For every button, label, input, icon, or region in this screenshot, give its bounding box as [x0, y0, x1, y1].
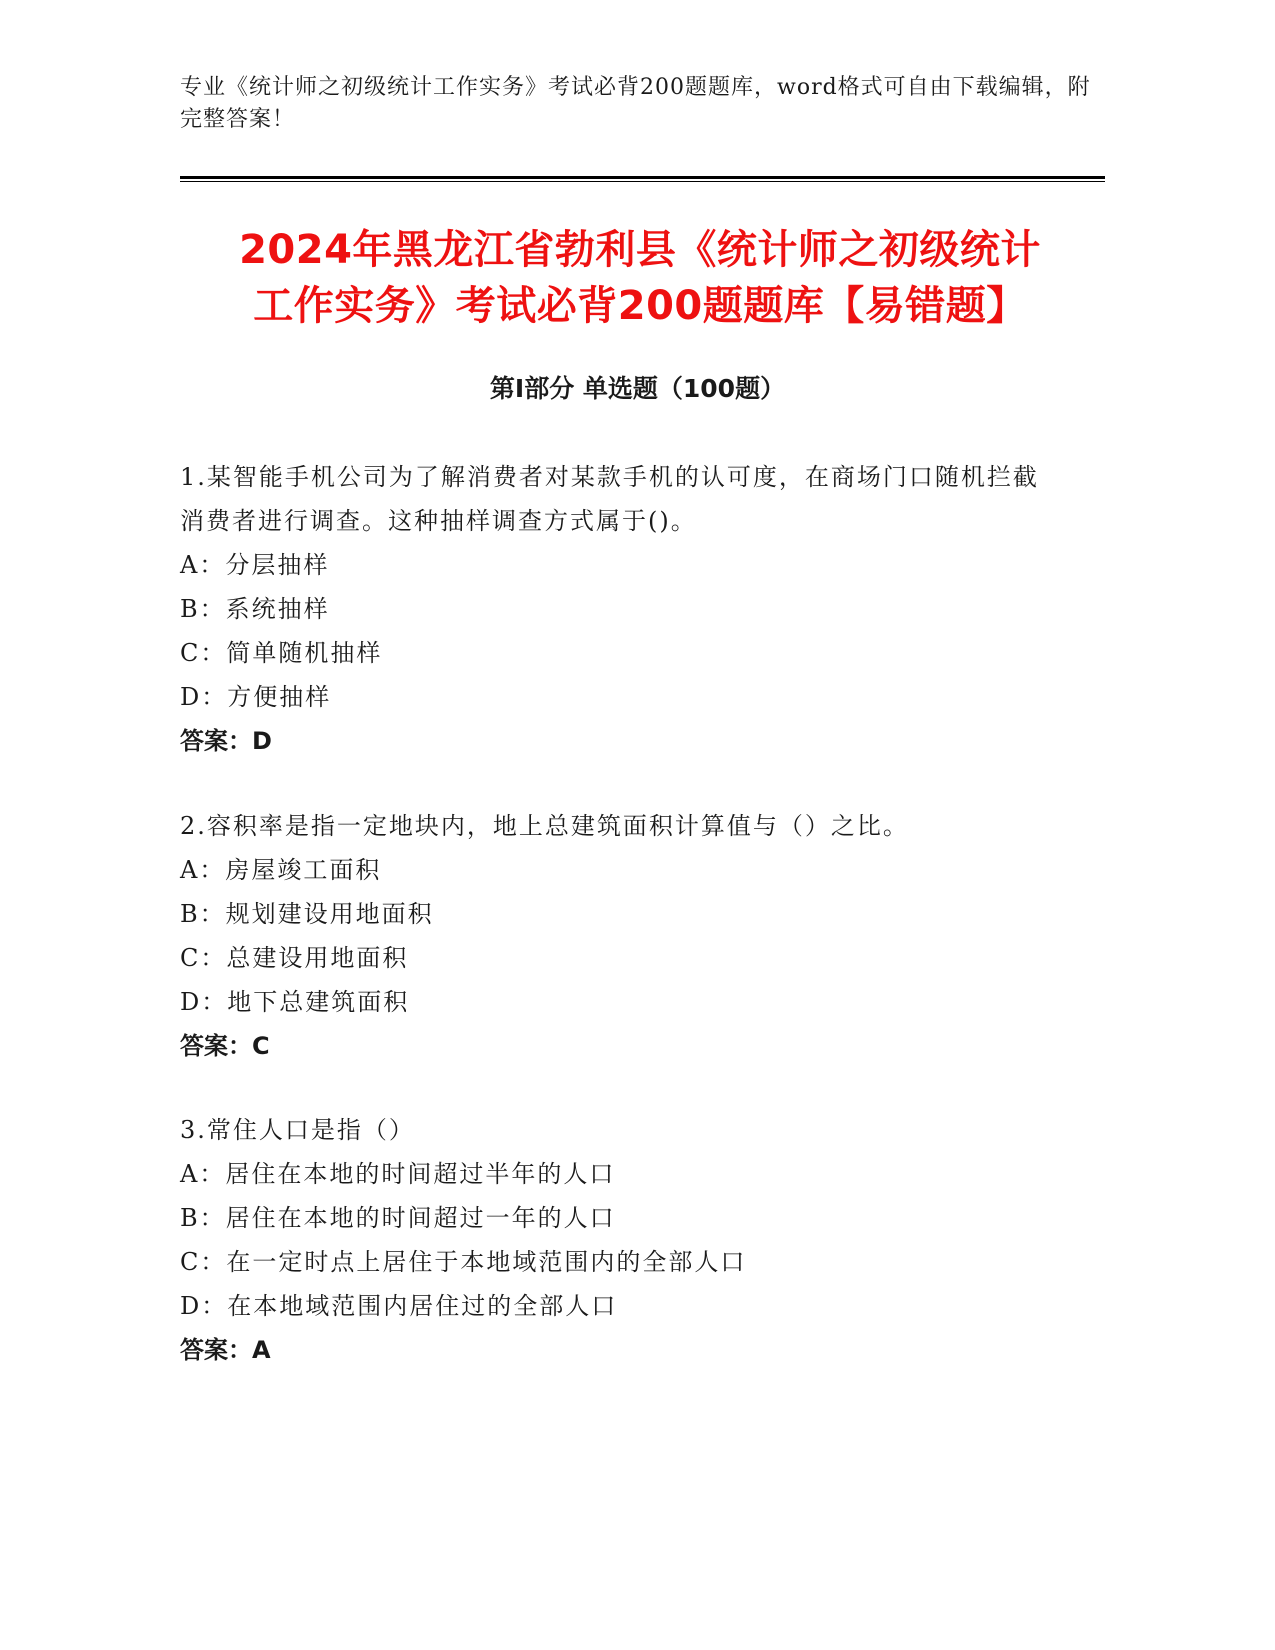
option-d: D：地下总建筑面积: [180, 988, 410, 1016]
section-title: 第I部分 单选题（100题）: [489, 374, 786, 403]
option-c: C：总建设用地面积: [180, 944, 409, 972]
question-stem: 3.常住人口是指（）: [180, 1116, 415, 1144]
option-c: C：简单随机抽样: [180, 639, 383, 667]
header-note: 专业《统计师之初级统计工作实务》考试必背200题题库，word格式可自由下载编辑，附完整答案！: [180, 75, 1091, 132]
document-title-line-2: 工作实务》考试必背200题题库【易错题】: [253, 283, 1027, 329]
option-b: B：规划建设用地面积: [180, 900, 434, 928]
header-rule-thin: [180, 181, 1105, 182]
option-a: A：分层抽样: [180, 551, 330, 579]
question-stem: 1.某智能手机公司为了解消费者对某款手机的认可度，在商场门口随机拦截消费者进行调查。这种抽样调查方式属于()。: [180, 463, 1039, 535]
option-d: D：在本地域范围内居住过的全部人口: [180, 1292, 618, 1320]
question-3: [180, 1108, 1060, 1372]
option-d: D：方便抽样: [180, 683, 332, 711]
option-b: B：居住在本地的时间超过一年的人口: [180, 1204, 616, 1232]
question-1: [180, 455, 1060, 763]
option-c: C：在一定时点上居住于本地域范围内的全部人口: [180, 1248, 747, 1276]
question-2: [180, 804, 1060, 1068]
question-stem: 2.容积率是指一定地块内，地上总建筑面积计算值与（）之比。: [180, 812, 909, 840]
header-rule-thick: [180, 176, 1105, 179]
answer: 答案：A: [180, 1336, 271, 1364]
answer: 答案：C: [180, 1032, 270, 1060]
answer: 答案：D: [180, 727, 272, 755]
option-a: A：居住在本地的时间超过半年的人口: [180, 1160, 616, 1188]
option-a: A：房屋竣工面积: [180, 856, 382, 884]
document-title: [150, 222, 1130, 334]
option-b: B：系统抽样: [180, 595, 330, 623]
document-title-line-1: 2024年黑龙江省勃利县《统计师之初级统计: [239, 227, 1041, 273]
